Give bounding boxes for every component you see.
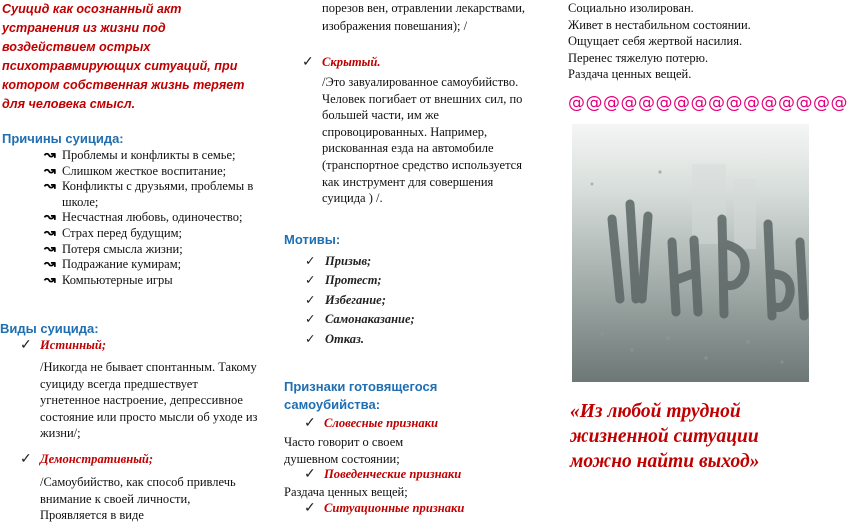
demonstrative-suicide-label: Демонстративный; (40, 452, 154, 466)
check-icon: ✓ (302, 55, 314, 70)
causes-list (44, 148, 260, 288)
motives-list (287, 252, 537, 349)
list-item: ✓ Отказ. (287, 330, 537, 349)
list-item: ✓ Самонаказание; (287, 310, 537, 329)
causes-heading: Причины суицида: (2, 131, 124, 146)
check-icon: ✓ (304, 501, 316, 516)
arrow-bullet-icon: ↝ (44, 257, 56, 273)
check-icon: ✓ (20, 338, 32, 353)
arrow-bullet-icon: ↝ (44, 241, 56, 257)
column-1 (0, 0, 262, 523)
list-item: ↝ Подражание кумирам; (44, 257, 182, 273)
hidden-suicide-text: /Это завуалированное самоубийство. Человек погибает от внешних сил, по большей части, им же спровоцированных. Например, рискованная езда на автомобиле (транспортное средство используется как инструмент для совершения суицида ) /. (322, 75, 523, 206)
definition-text: Суицид как осознанный акт устранения из жизни под воздействием острых психотравмирующих ситуаций, при котором собственная жизнь теряет для человека смысл. (2, 2, 245, 111)
list-item: ↝ Потеря смысла жизни; (44, 241, 183, 257)
list-item: ↝ Проблемы и конфликты в семье; (44, 148, 236, 163)
check-icon: ✓ (20, 452, 32, 467)
behavioral-signs-label: Поведенческие признаки (324, 467, 462, 481)
column-2 (282, 0, 540, 519)
check-icon: ✓ (305, 331, 316, 346)
check-icon: ✓ (305, 254, 316, 268)
misted-window-illustration (572, 124, 809, 382)
situational-signs-label: Ситуационные признаки (324, 501, 465, 515)
arrow-bullet-icon: ↝ (44, 272, 56, 288)
arrow-bullet-icon: ↝ (44, 210, 56, 226)
misted-window-photo (572, 124, 809, 382)
check-icon: ✓ (305, 273, 316, 288)
verbal-signs-label: Словесные признаки (324, 416, 439, 430)
list-item: ↝ Страх перед будущим; (44, 225, 182, 241)
motives-heading: Мотивы: (284, 232, 341, 247)
true-suicide-text: /Никогда не бывает спонтанным. Такому суициду всегда предшествует угнетенное настроение, депрессивное состояние или просто мысли об уходе из жизни/; (40, 360, 258, 441)
situational-signs-list: Социально изолирован. Живет в нестабильном состоянии. Ощущает себя жертвой насилия. Перенес тяжелую потерю. Раздача ценных вещей. (568, 1, 751, 82)
list-item: ↝ Несчастная любовь, одиночество; (44, 210, 243, 226)
check-icon: ✓ (305, 292, 316, 307)
types-heading: Виды суицида: (0, 321, 99, 336)
list-item: ✓ Призыв; (287, 252, 537, 271)
signs-heading: Признаки готовящегося самоубийства: (284, 379, 438, 412)
list-item: ✓ Избегание; (287, 291, 537, 310)
verbal-signs-text: Часто говорит о своем душевном состоянии; (284, 435, 404, 466)
column-3 (560, 0, 848, 519)
list-item: ✓ Протест; (287, 271, 537, 290)
hidden-suicide-label: Скрытый. (322, 55, 381, 69)
check-icon: ✓ (304, 416, 316, 431)
check-icon: ✓ (304, 467, 316, 482)
continuation-text: порезов вен, отравлении лекарствами, изображения повешания); / (322, 1, 526, 33)
arrow-bullet-icon: ↝ (44, 179, 56, 195)
spiral-decoration: @@@@@@@@@@@@@@@@ (568, 93, 848, 113)
true-suicide-label: Истинный; (40, 338, 107, 352)
demonstrative-suicide-text: /Самоубийство, как способ привлечь внимание к своей личности, Проявляется в виде (40, 475, 236, 523)
arrow-bullet-icon: ↝ (44, 225, 56, 241)
motivational-quote: «Из любой трудной жизненной ситуации можно найти выход» (570, 401, 760, 472)
arrow-bullet-icon: ↝ (44, 163, 56, 179)
list-item: ↝ Слишком жесткое воспитание; (44, 163, 227, 179)
list-item: ↝ Компьютерные игры (44, 272, 173, 288)
behavioral-signs-text: Раздача ценных вещей; (284, 485, 408, 499)
list-item: ↝ Конфликты с друзьями, проблемы в школе; (44, 179, 254, 209)
check-icon: ✓ (305, 312, 316, 327)
arrow-bullet-icon: ↝ (44, 148, 56, 163)
